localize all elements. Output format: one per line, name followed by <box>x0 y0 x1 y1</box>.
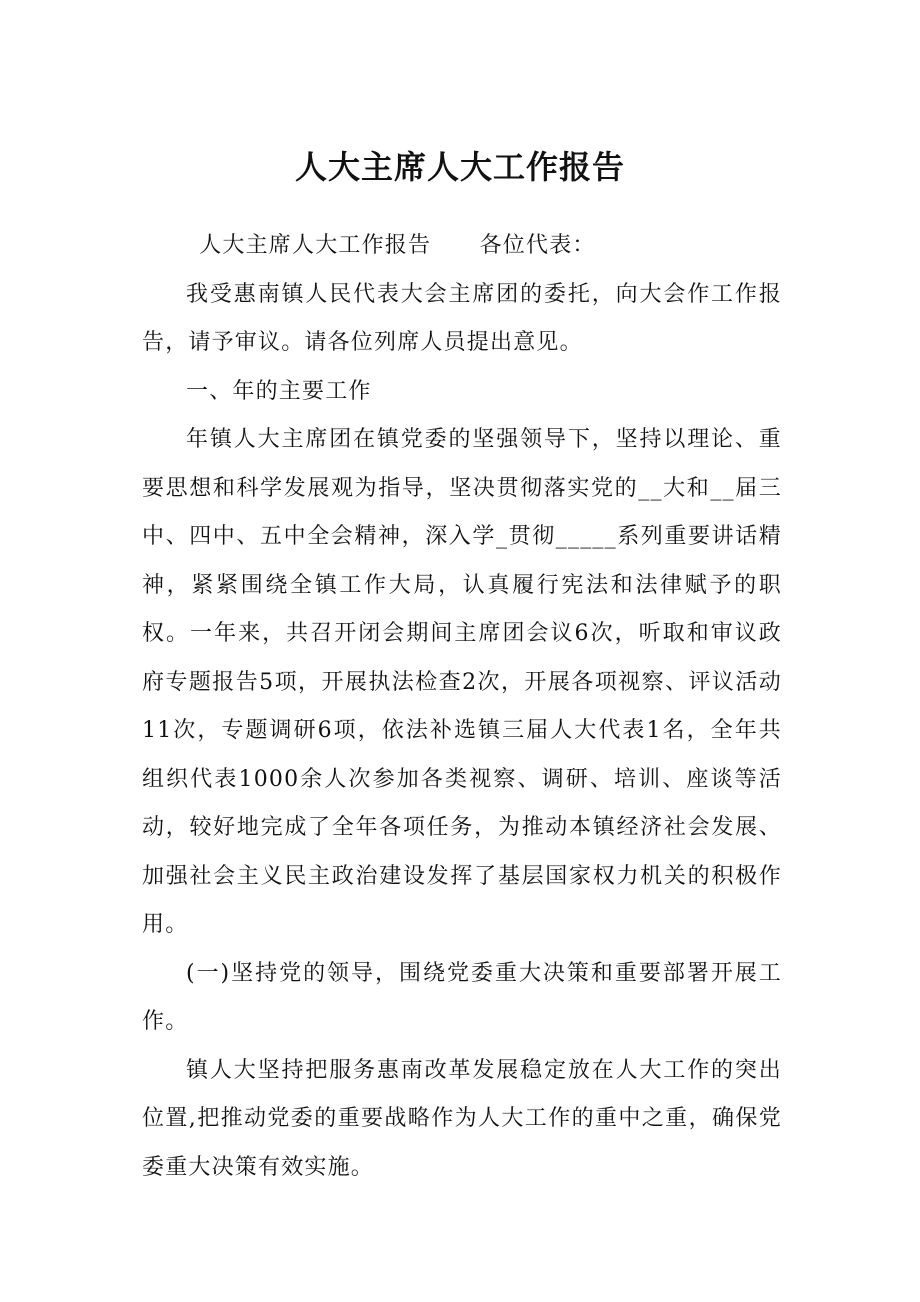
subsection-heading-party-leadership: (一)坚持党的领导，围绕党委重大决策和重要部署开展工作。 <box>142 960 782 1034</box>
intro-line <box>142 222 782 271</box>
intro-salutation: 各位代表： <box>479 233 596 258</box>
section-heading-main-work: 一、年的主要工作 <box>186 378 372 404</box>
paragraph-service-reform: 镇人大坚持把服务惠南改革发展稳定放在人大工作的突出位置,把推动党委的重要战略作为人大工作的重中之重，确保党委重大决策有效实施。 <box>142 1057 782 1180</box>
document-body <box>142 222 782 1192</box>
intro-report-title: 人大主席人大工作报告 <box>199 233 432 258</box>
paragraph-entrustment: 我受惠南镇人民代表大会主席团的委托，向大会作工作报告，请予审议。请各位列席人员提出意见。 <box>142 281 782 355</box>
document-title: 人大主席人大工作报告 <box>294 148 625 186</box>
paragraph-annual-summary: 年镇人大主席团在镇党委的坚强领导下，坚持以理论、重要思想和科学发展观为指导，坚决贯彻落实党的__大和__届三中、四中、五中全会精神，深入学_贯彻_____系列重要讲话精神，紧紧围绕全镇工作大局，认真履行宪法和法律赋予的职权。一年来，共召开闭会期间主席团会议6次，听取和审议政府专题报告5项，开展执法检查2次，开展各项视察、评议活动11次，专题调研6项，依法补选镇三届人大代表1名，全年共组织代表1000余人次参加各类视察、调研、培训、座谈等活动，较好地完成了全年各项任务，为推动本镇经济社会发展、加强社会主义民主政治建设发挥了基层国家权力机关的积极作用。 <box>142 427 782 937</box>
